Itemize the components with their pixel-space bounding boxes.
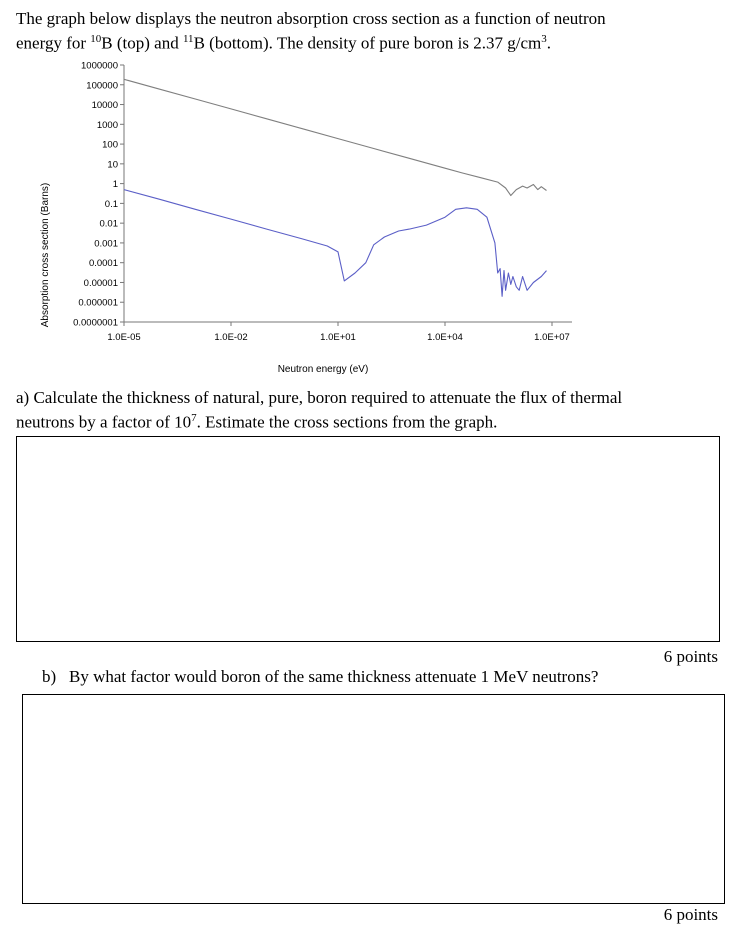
question-a — [16, 388, 731, 433]
density-unit-exponent: 3 — [541, 33, 547, 45]
y-tick-label: 100000 — [86, 80, 118, 92]
series-line-11b — [124, 190, 547, 297]
intro-text — [16, 8, 736, 54]
x-tick-label: 1.0E-02 — [214, 332, 248, 343]
answer-box-a[interactable] — [16, 436, 720, 642]
b11-label: B (bottom). The density of pure boron is 2.37 g/cm — [193, 33, 542, 53]
b10-label: B (top) and — [101, 33, 183, 53]
question-a-line-1: a) Calculate the thickness of natural, pure, boron required to attenuate the flux of thermal — [16, 388, 623, 407]
y-axis-ticks — [73, 61, 124, 329]
y-tick-label: 10 — [107, 159, 118, 171]
x-tick-label: 1.0E+01 — [320, 332, 356, 343]
question-a-factor-text: neutrons by a factor of 10 — [16, 412, 192, 432]
points-a: 6 points — [663, 647, 718, 666]
y-tick-label: 1000 — [96, 119, 118, 131]
y-tick-label: 0.00001 — [83, 277, 118, 289]
question-b — [42, 667, 598, 687]
intro-line-1: The graph below displays the neutron absorption cross section as a function of neutron — [16, 9, 606, 28]
series-line-10b — [124, 79, 547, 195]
answer-box-b[interactable] — [22, 694, 725, 904]
y-axis-label: Absorption cross section (Barns) — [40, 182, 51, 328]
y-tick-label: 0.001 — [94, 238, 118, 250]
x-axis-label: Neutron energy (eV) — [277, 364, 369, 375]
b11-mass-number: 11 — [182, 33, 194, 45]
question-a-instruction: . Estimate the cross sections from the graph. — [196, 412, 498, 432]
y-tick-label: 10000 — [91, 100, 118, 112]
question-b-text: By what factor would boron of the same thickness attenuate 1 MeV neutrons? — [69, 667, 599, 686]
b10-mass-number: 10 — [90, 33, 102, 45]
intro-line-2 — [16, 29, 736, 54]
points-b: 6 points — [663, 905, 718, 924]
y-tick-label: 1000000 — [81, 60, 118, 72]
intro-energy-for: energy for — [16, 33, 91, 53]
x-tick-label: 1.0E+04 — [427, 332, 463, 343]
question-a-line-2 — [16, 408, 731, 433]
intro-period: . — [546, 33, 551, 53]
y-tick-label: 1 — [112, 179, 118, 191]
y-tick-label: 0.0001 — [88, 258, 118, 270]
attenuation-exponent: 7 — [191, 412, 197, 424]
chart-series — [124, 79, 547, 296]
cross-section-chart — [0, 55, 750, 385]
x-tick-label: 1.0E+07 — [534, 332, 570, 343]
y-tick-label: 0.1 — [104, 198, 118, 210]
y-tick-label: 100 — [102, 139, 118, 151]
x-tick-label: 1.0E-05 — [107, 332, 141, 343]
y-tick-label: 0.01 — [99, 218, 118, 230]
y-tick-label: 0.000001 — [78, 297, 118, 309]
y-tick-label: 0.0000001 — [73, 317, 118, 329]
question-b-label: b) — [42, 667, 57, 686]
x-axis-ticks — [107, 322, 569, 343]
